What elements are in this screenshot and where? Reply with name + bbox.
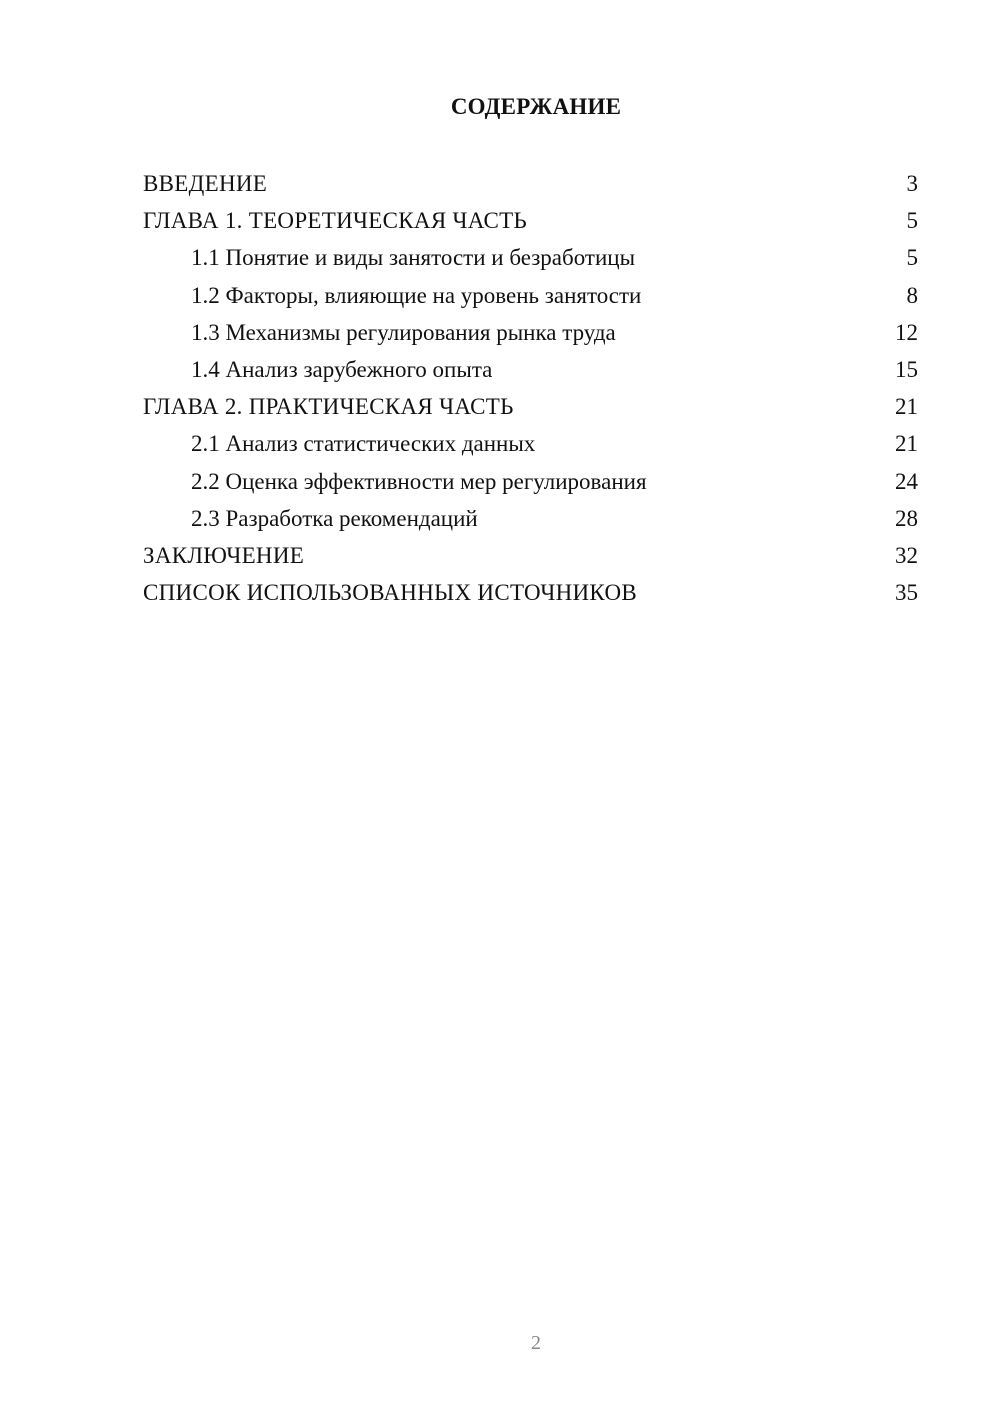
- toc-entry-page: 21: [895, 394, 918, 420]
- toc-entry-page: 5: [906, 208, 918, 234]
- toc-entry-label: 1.2 Факторы, влияющие на уровень занятости: [191, 282, 642, 308]
- toc-entry-label: ЗАКЛЮЧЕНИЕ: [143, 542, 305, 568]
- toc-entry[interactable]: [143, 354, 918, 391]
- toc-entry-page: 12: [895, 319, 918, 345]
- toc-entry-page: 3: [906, 171, 918, 196]
- toc-entry[interactable]: [143, 205, 918, 242]
- toc-entry-page: 24: [895, 468, 918, 494]
- toc-entry-page: 28: [895, 505, 918, 531]
- toc-entry[interactable]: [143, 280, 918, 317]
- table-of-contents: [143, 168, 918, 614]
- toc-entry-page: 8: [906, 282, 918, 308]
- toc-entry-label: ГЛАВА 2. ПРАКТИЧЕСКАЯ ЧАСТЬ: [143, 394, 514, 420]
- toc-entry[interactable]: [143, 428, 918, 465]
- toc-entry-page: 5: [906, 245, 918, 271]
- page-number: 2: [531, 1332, 541, 1354]
- toc-entry[interactable]: [143, 577, 918, 614]
- toc-entry-label: 1.1 Понятие и виды занятости и безработицы: [191, 245, 636, 271]
- toc-entry-label: ВВЕДЕНИЕ: [143, 171, 268, 196]
- toc-entry[interactable]: [143, 242, 918, 279]
- toc-entry-page: 15: [895, 356, 918, 382]
- toc-entry[interactable]: [143, 391, 918, 428]
- toc-entry-label: СПИСОК ИСПОЛЬЗОВАННЫХ ИСТОЧНИКОВ: [143, 580, 638, 606]
- toc-entry-label: 1.4 Анализ зарубежного опыта: [191, 356, 493, 382]
- toc-entry-label: ГЛАВА 1. ТЕОРЕТИЧЕСКАЯ ЧАСТЬ: [143, 208, 528, 234]
- toc-entry-page: 21: [895, 431, 918, 457]
- toc-entry-label: 2.3 Разработка рекомендаций: [191, 505, 478, 531]
- toc-entry[interactable]: [143, 168, 918, 205]
- toc-entry[interactable]: [143, 540, 918, 577]
- toc-entry-page: 35: [895, 580, 918, 606]
- toc-entry-label: 2.1 Анализ статистических данных: [191, 431, 536, 457]
- toc-entry-page: 32: [895, 542, 918, 568]
- toc-entry[interactable]: [143, 317, 918, 354]
- toc-entry-label: 1.3 Механизмы регулирования рынка труда: [191, 319, 616, 345]
- toc-entry[interactable]: [143, 503, 918, 540]
- toc-entry-label: 2.2 Оценка эффективности мер регулирования: [191, 468, 647, 494]
- page-title: СОДЕРЖАНИЕ: [450, 94, 622, 119]
- toc-entry[interactable]: [143, 466, 918, 503]
